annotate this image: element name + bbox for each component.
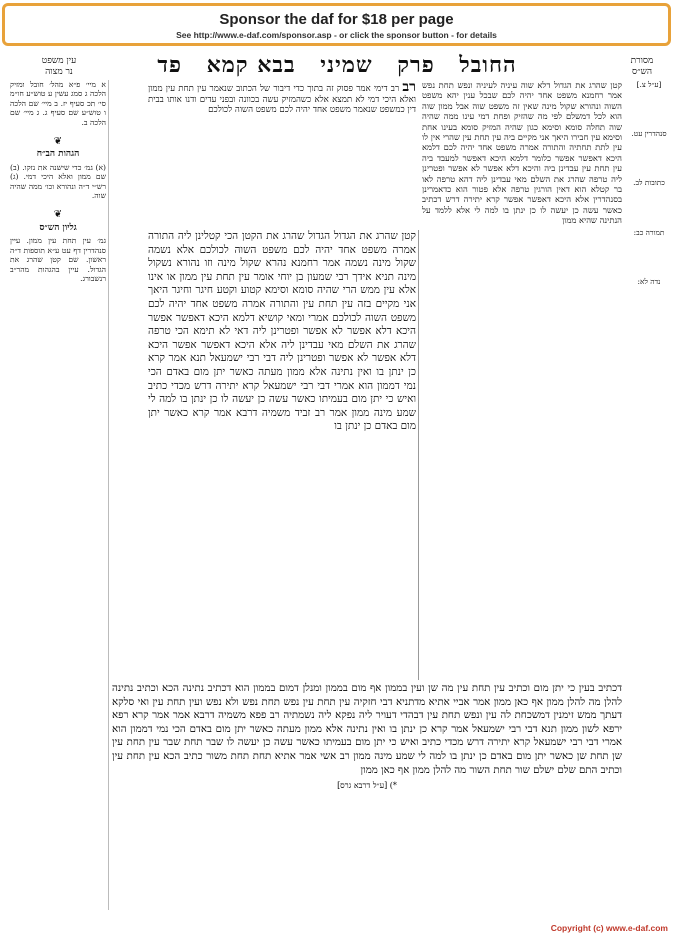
ref-item: כתובות לב.	[633, 178, 665, 188]
hagahot-notes: (א) גמ׳ כדי שישנה את נזקו. (ב) שם ממון ואלא היכי דמי. (ג) רש״י ד״ה ונהורא וכו׳ ממה שהיה שוה.	[10, 162, 106, 201]
page-title	[122, 52, 552, 78]
opening-word: רב	[402, 82, 416, 95]
ein-mishpat-label: עין משפט נר מצוה	[41, 56, 77, 77]
sponsor-banner[interactable]	[2, 3, 671, 46]
footnote: *) [ע״ל דרבא גרס]	[337, 781, 397, 791]
gilyon-notes: גמ׳ עין תחת עין ממון. עיין סנהדרין דף עט ע״א תוספות ד״ה ראשון. שם קטן שהרג את הגדול. עיין בהגהות מהר״ב רנשבורג.	[10, 236, 106, 283]
perek-word: פרק	[397, 52, 435, 78]
hagahot-title: הגהות הב״ח	[36, 149, 80, 160]
chapter-name: החובל	[459, 52, 517, 78]
masoret-hashas-label: מסורת הש״ס	[630, 56, 654, 77]
gemara-text: קטן שהרג את הגדול הגדול שהרג את הקטן הכי קטלינן ליה התורה אמרה משפט אחד יהיה לכם משפט השוה לכולכם אלא נשמה שקול מינה נשמה אמר רחמנא נהרא שקול מינה וזו נהורא נשקול מינה תניא אידך רבי שמעון בן יוחי אומר עין תחת עין ממון או אינו אלא עין ממש הרי שהיה סומא וסימא קטוע וקטע חיגר וחיגר היאך אני מקיים בזה עין תחת עין והתורה אמרה משפט אחד יהיה לכם משפט השוה לכולכם אמרי ומאי קושיא דלמא היכא דאפשר אפשר היכא דלא אפשר לא אפשר ופטרינן ליה דאי לא תימא הכי טרפה שהרג את השלם מאי עבדינן ליה אלא היכא דאפשר אפשר היכא דלא אפשר לא אפשר ופטרינן ליה דבי רבי ישמעאל תנא אמר קרא כן ינתן בו ואין נתינה אלא ממון מעתה כאשר יתן מום באדם הכי נמי דממון הוא אמרי דבי רבי ישמעאל קרא יתירה דרש מכדי כתיב ואיש כי יתן מום בעמיתו כאשר עשה כן יעשה לו כן ינתן בו למה לי שמע מינה ממון אמר רב זביד משמיה דרבא אמר קרא כאשר יתן מום באדם כן ינתן בו	[148, 230, 416, 433]
daf-number: פד	[157, 52, 182, 78]
main-text-top	[148, 82, 416, 227]
sponsor-subtitle[interactable]: See http://www.e-daf.com/sponsor.asp - or click the sponsor button - for details	[176, 30, 497, 40]
sponsor-title[interactable]: Sponsor the daf for $18 per page	[219, 11, 454, 28]
main-top-text: רב דימי אמר פסוק זה בתוך כדי דיבור של הכתוב שנאמר עין תחת עין ממון ואלא היכי דמי לא תמצא אלא כשהמזיק עשה בכוונה ובפני עדים ודנו אותו בבית דין כמשפט שנאמר משפט אחד יהיה לכם משפט השוה לכולכם	[148, 84, 416, 116]
ref-item: נדה לא:	[637, 276, 661, 286]
chapter-number: שמיני	[320, 52, 373, 78]
ref-item: סנהדרין עט.	[631, 129, 667, 139]
side-notes	[10, 80, 106, 700]
gilyon-title: גליון הש״ס	[39, 222, 77, 233]
ornament-divider: ❦	[53, 209, 63, 221]
ref-item: תמורה כב:	[633, 227, 665, 237]
ornament-divider: ❦	[53, 136, 63, 148]
margin-divider	[108, 80, 109, 910]
tractate-name: בבא קמא	[206, 52, 296, 78]
masoret-refs	[626, 80, 672, 326]
column-divider	[418, 230, 419, 680]
ref-item: [ע״ל צ.]	[636, 80, 662, 89]
gemara-bottom-text	[112, 682, 622, 914]
ein-mishpat-notes: א מיי׳ פ״א מהל׳ חובל ומזיק הלכה ג סמג עשין ע טוש״ע חו״מ סי׳ תכ סעיף יז. ב מיי׳ שם הלכה ו טוש״ע שם סעיף ג. ג מיי׳ שם הלכה ב.	[10, 80, 106, 127]
talmud-page	[4, 50, 672, 920]
copyright-footer[interactable]: Copyright (c) www.e-daf.com	[550, 923, 668, 933]
rashi-commentary: קטן שהרג את הגדול דלא שוה עיניה לעיניה ונפש תחת נפש אמר רחמנא משפט אחד יהיה לכם שבכל ענין יהא משפט השוה ונהורא שקול מינה שאין זה משפט שוה אבל ממון שוה הוא לכל דמשלם לפי מה שהזיק ופחת דמי עינו ממה שהיה שוה תחלה סומא וסימא כגון שהיה המזיק סומא בעינו אחת וסימא עין חבירו היאך אני מקיים ביה עין תחת עין שהרי אין לו עין לתת תחתיה והתורה אמרה משפט אחד יהיה לכם דלמא היכא דאפשר אפשר כלומר דלמא היכא דאפשר למעבד ביה עין תחת עין עבדינן ביה והיכא דלא אפשר לא אפשר ופטרינן ליה טרפה שהרג את השלם מאי עבדינן ליה דהא טרפה לאו בר קטלא הוא דאין הורגין טרפה אלא פטור הוא כדאמרינן בסנהדרין אלא היכא דאפשר אפשר קרא יתירה דרש דכתיב כאשר עשה כן יעשה לו כן ינתן בו למה לי אלא ללמד על הנתינה שהיא ממון	[422, 80, 622, 226]
bottom-text: דכתיב בעין כי יתן מום וכתיב עין תחת עין מה שן ועין בממון אף מום בממון ומנלן דמום בממון הוא דכתיב נתינה הכא וכתיב נתינה להלן מה להלן ממון אף כאן ממון אמר אביי אתיא מדתניא דבי חזקיה עין תחת עין נפש תחת נפש ולא נפש ועין תחת עין ואי סלקא דעתך ממש זימנין דמשכחת לה עין ונפש תחת עין דבהדי דעויר ליה נפקא ליה נשמתיה רב פפא משמיה דרבא אמר אמר קרא רפא ירפא לשון ממון תנא דבי רבי ישמעאל אמר קרא כן ינתן בו ואין נתינה אלא ממון מעתה כאשר יתן מום באדם הכי נמי דממון הוא אמרי דבי רבי ישמעאל קרא יתירה דרש מכדי כתיב ואיש כי יתן מום בעמיתו כאשר עשה כן יעשה לו שבר תחת שבר עין תחת עין שן תחת שן כאשר יתן מום באדם כן ינתן בו למה לי שמע מינה ממון רב אשי אמר אתיא תחת תחת משור כתיב הכא עין תחת עין וכתיב התם שלם ישלם שור תחת השור מה להלן ממון אף כאן ממון	[112, 683, 622, 776]
